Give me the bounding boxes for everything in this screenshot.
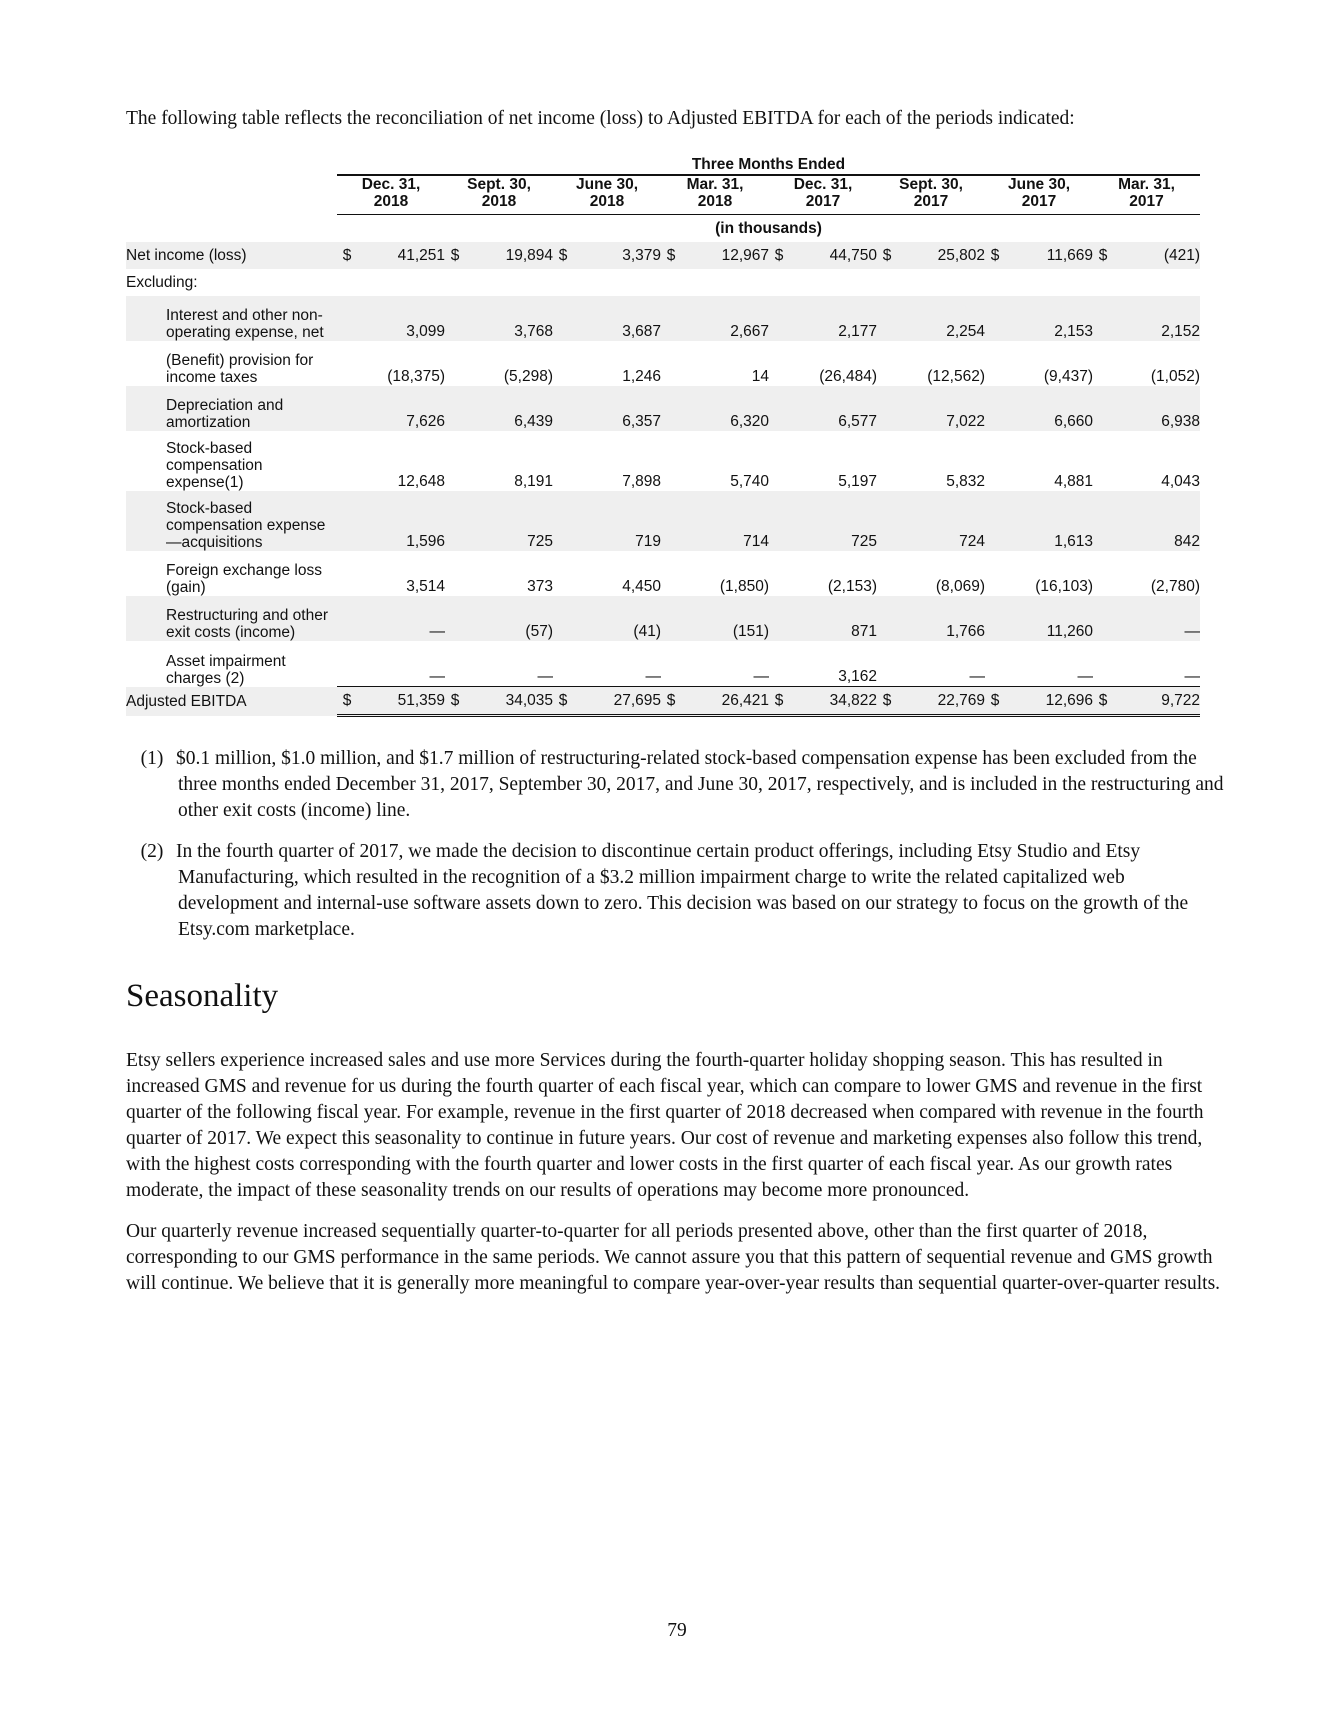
table-cell: — bbox=[537, 668, 553, 685]
row-label: Net income (loss) bbox=[126, 242, 337, 269]
table-row bbox=[126, 269, 1200, 296]
table-cell: 6,320 bbox=[681, 386, 769, 431]
table-cell: 12,648 bbox=[397, 473, 445, 490]
table-cell: 14 bbox=[751, 368, 769, 385]
table-cell: 5,832 bbox=[946, 473, 985, 490]
table-row bbox=[126, 296, 1200, 341]
table-cell: 2,152 bbox=[1113, 296, 1200, 341]
table-cell: 6,577 bbox=[789, 386, 877, 431]
table-cell: — bbox=[645, 668, 661, 685]
row-label: Asset impairment charges (2) bbox=[166, 652, 286, 687]
table-cell: 3,099 bbox=[357, 296, 445, 341]
table-cell: (12,562) bbox=[927, 368, 985, 385]
row-label: Stock-based compensation expense(1) bbox=[166, 440, 263, 491]
column-headers bbox=[126, 175, 1200, 215]
table-cell: 871 bbox=[789, 596, 877, 641]
table-cell: 719 bbox=[573, 491, 661, 551]
table-cell: 3,514 bbox=[406, 578, 445, 595]
row-label: Restructuring and other exit costs (income) bbox=[126, 596, 337, 641]
table-cell: — bbox=[969, 668, 985, 685]
column-header: Mar. 31, 2018 bbox=[661, 175, 769, 215]
page-number: 79 bbox=[667, 1620, 687, 1641]
currency-symbol: $ bbox=[985, 687, 1005, 716]
paragraph: Etsy sellers experience increased sales and use more Services during the fourth-quarter holiday shopping season. This has resulted in increased GMS and revenue for us during the fourth quarter of each fiscal year, which can compare to lower GMS and revenue in the first quarter of the following fiscal year. For example, revenue in the first quarter of 2018 decreased when compared with revenue in the fourth quarter of 2017. We expect this seasonality to continue in future years. Our cost of revenue and marketing expenses also follow this trend, with the highest costs corresponding with the fourth quarter and lower costs in the first quarter of each fiscal year. As our growth rates moderate, the impact of these seasonality trends on our results of operations may become more pronounced. bbox=[126, 1050, 1204, 1201]
column-header: June 30, 2017 bbox=[985, 175, 1093, 215]
column-header: June 30, 2018 bbox=[553, 175, 661, 215]
table-cell: 25,802 bbox=[897, 242, 985, 269]
currency-symbol: $ bbox=[769, 687, 789, 716]
table-cell: 22,769 bbox=[897, 687, 985, 716]
column-header: Dec. 31, 2018 bbox=[337, 175, 445, 215]
table-cell: (57) bbox=[465, 596, 553, 641]
table-cell: 7,626 bbox=[357, 386, 445, 431]
table-cell: 373 bbox=[527, 578, 553, 595]
paragraph: Our quarterly revenue increased sequentially quarter-to-quarter for all periods presented above, other than the first quarter of 2018, corresponding to our GMS performance in the same periods. We cannot assure you that this pattern of sequential revenue and GMS growth will continue. We believe that it is generally more meaningful to compare year-over-year results than sequential quarter-over-quarter results. bbox=[126, 1221, 1221, 1294]
table-row bbox=[126, 386, 1200, 431]
table-cell: 3,768 bbox=[465, 296, 553, 341]
currency-symbol: $ bbox=[877, 687, 897, 716]
table-cell: (16,103) bbox=[1035, 578, 1093, 595]
table-cell: 724 bbox=[897, 491, 985, 551]
table-cell: 34,822 bbox=[789, 687, 877, 716]
table-cell: (41) bbox=[573, 596, 661, 641]
table-cell: 5,197 bbox=[838, 473, 877, 490]
table-row bbox=[126, 431, 1200, 491]
table-cell: 44,750 bbox=[789, 242, 877, 269]
currency-symbol: $ bbox=[877, 242, 897, 269]
footnote-marker: (1) bbox=[140, 748, 164, 769]
table-row bbox=[126, 491, 1200, 551]
table-cell: 2,177 bbox=[789, 296, 877, 341]
table-cell: 26,421 bbox=[681, 687, 769, 716]
column-header: Dec. 31, 2017 bbox=[769, 175, 877, 215]
table-cell: 9,722 bbox=[1113, 687, 1200, 716]
currency-symbol: $ bbox=[337, 687, 357, 716]
currency-symbol: $ bbox=[1093, 687, 1113, 716]
table-cell: 4,450 bbox=[622, 578, 661, 595]
footnote-marker: (2) bbox=[140, 841, 164, 862]
table-cell: 1,613 bbox=[1005, 491, 1093, 551]
table-cell: 7,898 bbox=[622, 473, 661, 490]
table-cell: (9,437) bbox=[1043, 368, 1093, 385]
currency-symbol: $ bbox=[337, 242, 357, 269]
currency-symbol: $ bbox=[1093, 242, 1113, 269]
table-cell: 34,035 bbox=[465, 687, 553, 716]
units-label: (in thousands) bbox=[715, 219, 822, 237]
table-cell: 4,043 bbox=[1161, 473, 1200, 490]
table-cell: (151) bbox=[681, 596, 769, 641]
table-cell: 27,695 bbox=[573, 687, 661, 716]
table-cell: (26,484) bbox=[819, 368, 877, 385]
intro-text: The following table reflects the reconciliation of net income (loss) to Adjusted EBITDA for each of the periods indicated: bbox=[126, 108, 1075, 129]
table-cell: 725 bbox=[465, 491, 553, 551]
row-label: (Benefit) provision for income taxes bbox=[166, 352, 314, 386]
table-cell: 1,596 bbox=[357, 491, 445, 551]
table-cell: 3,379 bbox=[573, 242, 661, 269]
table-row bbox=[126, 596, 1200, 641]
row-label: Adjusted EBITDA bbox=[126, 687, 337, 716]
table-cell: 4,881 bbox=[1054, 473, 1093, 490]
table-cell: 12,696 bbox=[1005, 687, 1093, 716]
table-cell: 7,022 bbox=[897, 386, 985, 431]
table-cell: (5,298) bbox=[503, 368, 553, 385]
table-cell: 5,740 bbox=[730, 473, 769, 490]
table-cell: 19,894 bbox=[465, 242, 553, 269]
column-header: Sept. 30, 2017 bbox=[877, 175, 985, 215]
table-cell: 2,254 bbox=[897, 296, 985, 341]
table-cell: 3,162 bbox=[838, 668, 877, 685]
table-cell: — bbox=[1077, 668, 1093, 685]
table-cell: 12,967 bbox=[681, 242, 769, 269]
footnote-text: In the fourth quarter of 2017, we made the decision to discontinue certain product offerings, including Etsy Studio and Etsy Manufacturing, which resulted in the recognition of a $3.2 million impairment charge to write the related capitalized web development and internal-use software assets down to zero. This decision was based on our strategy to focus on the growth of the Etsy.com marketplace. bbox=[176, 841, 1189, 940]
currency-symbol: $ bbox=[985, 242, 1005, 269]
table-cell: (2,780) bbox=[1150, 578, 1200, 595]
table-cell: 2,667 bbox=[681, 296, 769, 341]
table-row bbox=[126, 641, 1200, 687]
adjusted-ebitda-table bbox=[126, 148, 1200, 717]
currency-symbol: $ bbox=[769, 242, 789, 269]
row-label: Depreciation and amortization bbox=[126, 386, 337, 431]
table-cell: (8,069) bbox=[935, 578, 985, 595]
row-label: Interest and other non-operating expense, net bbox=[126, 296, 337, 341]
table-cell: 725 bbox=[789, 491, 877, 551]
row-label: Stock-based compensation expense —acquisitions bbox=[126, 491, 337, 551]
footnote-text: $0.1 million, $1.0 million, and $1.7 million of restructuring-related stock-based compensation expense has been excluded from the three months ended December 31, 2017, September 30, 2017, and June 30, 2017, respectively, and is included in the restructuring and other exit costs (income) line. bbox=[176, 748, 1224, 821]
group-header: Three Months Ended bbox=[337, 148, 1200, 175]
table-cell: 11,669 bbox=[1005, 242, 1093, 269]
currency-symbol: $ bbox=[553, 242, 573, 269]
table-cell: 6,357 bbox=[573, 386, 661, 431]
row-label: Excluding: bbox=[126, 274, 198, 291]
table-cell: 8,191 bbox=[514, 473, 553, 490]
table-cell: 6,938 bbox=[1113, 386, 1200, 431]
currency-symbol: $ bbox=[445, 687, 465, 716]
section-body bbox=[126, 1048, 1228, 1312]
table-cell: 714 bbox=[681, 491, 769, 551]
table-cell: — bbox=[1113, 596, 1200, 641]
table-cell: 1,766 bbox=[897, 596, 985, 641]
table-cell: 1,246 bbox=[622, 368, 661, 385]
table-cell: 2,153 bbox=[1005, 296, 1093, 341]
column-header: Mar. 31, 2017 bbox=[1093, 175, 1200, 215]
table-cell: 6,439 bbox=[465, 386, 553, 431]
currency-symbol: $ bbox=[553, 687, 573, 716]
currency-symbol: $ bbox=[661, 242, 681, 269]
table-cell: 842 bbox=[1113, 491, 1200, 551]
table-cell: (1,052) bbox=[1150, 368, 1200, 385]
table-cell: — bbox=[429, 668, 445, 685]
table-cell: — bbox=[357, 596, 445, 641]
footnote bbox=[126, 839, 1228, 943]
footnotes bbox=[126, 746, 1228, 958]
table-cell: (421) bbox=[1113, 242, 1200, 269]
section-title: Seasonality bbox=[126, 978, 279, 1014]
table-row bbox=[126, 341, 1200, 386]
table-cell: 6,660 bbox=[1005, 386, 1093, 431]
table-cell: 41,251 bbox=[357, 242, 445, 269]
table-cell: — bbox=[753, 668, 769, 685]
currency-symbol: $ bbox=[445, 242, 465, 269]
table-row bbox=[126, 551, 1200, 596]
table-cell: 51,359 bbox=[357, 687, 445, 716]
table-cell: 11,260 bbox=[1005, 596, 1093, 641]
table-row bbox=[126, 242, 1200, 269]
table-row-total bbox=[126, 687, 1200, 716]
table-cell: 3,687 bbox=[573, 296, 661, 341]
footnote bbox=[126, 746, 1228, 824]
table-cell: (1,850) bbox=[719, 578, 769, 595]
table-cell: (2,153) bbox=[827, 578, 877, 595]
currency-symbol: $ bbox=[661, 687, 681, 716]
column-header: Sept. 30, 2018 bbox=[445, 175, 553, 215]
row-label: Foreign exchange loss (gain) bbox=[166, 562, 322, 596]
table-cell: (18,375) bbox=[387, 368, 445, 385]
table-cell: — bbox=[1184, 668, 1200, 685]
